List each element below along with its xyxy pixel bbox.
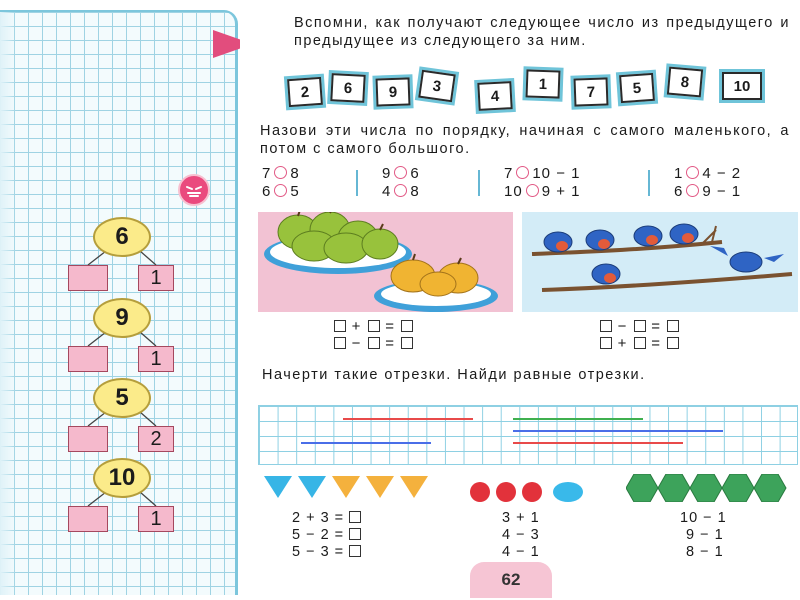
- segments-grid: [258, 405, 798, 465]
- answer-square[interactable]: [600, 320, 612, 332]
- tree-top-number: 10: [93, 458, 151, 498]
- cmp-right: 9 − 1: [702, 183, 742, 200]
- cmp-right: 8: [410, 183, 420, 200]
- cmp-right: 8: [290, 165, 300, 182]
- number-card: 9: [376, 77, 411, 106]
- number-card: 3: [418, 70, 456, 102]
- answer-square[interactable]: [667, 337, 679, 349]
- number-card: 7: [574, 77, 609, 106]
- exercise-text: 5 − 2 =: [292, 527, 345, 543]
- cmp-right: 4 − 2: [702, 165, 742, 182]
- cmp-right: 9 + 1: [541, 183, 581, 200]
- exercise-col2-item: 3 + 1: [502, 510, 540, 526]
- operator: =: [385, 335, 396, 352]
- cmp-left: 4: [382, 183, 392, 200]
- instruction-order-numbers: Назови эти числа по порядку, начиная с самого маленького, а потом с самого большого.: [260, 123, 790, 157]
- compare-circle[interactable]: [686, 166, 699, 179]
- exercise-col3-item: 10 − 1: [680, 510, 727, 526]
- empty-answer-box[interactable]: [68, 265, 108, 291]
- number-card: 1: [526, 69, 561, 98]
- segment-green: [513, 418, 643, 420]
- number-tree: [68, 298, 178, 378]
- compare-circle[interactable]: [526, 184, 539, 197]
- tree-top-number: 5: [93, 378, 151, 418]
- answer-square[interactable]: [401, 320, 413, 332]
- number-card: 4: [477, 81, 512, 111]
- number-card: 8: [667, 67, 703, 98]
- exercise-col2-item: 4 − 1: [502, 544, 540, 560]
- answer-square[interactable]: [634, 337, 646, 349]
- tree-right-number: 1: [138, 346, 174, 372]
- cmp-left: 6: [674, 183, 684, 200]
- divider: [478, 170, 480, 196]
- smiley-icon: [178, 174, 210, 206]
- answer-square[interactable]: [349, 545, 361, 557]
- exercise-col1-item: [292, 527, 361, 544]
- number-tree: [68, 458, 178, 538]
- comparison-row: [382, 165, 420, 182]
- number-tree: [68, 217, 178, 297]
- equation-template: [600, 318, 679, 335]
- compare-circle[interactable]: [274, 184, 287, 197]
- comparison-row: [382, 183, 420, 200]
- compare-circle[interactable]: [394, 166, 407, 179]
- answer-square[interactable]: [634, 320, 646, 332]
- answer-square[interactable]: [368, 337, 380, 349]
- exercise-col3-item: 8 − 1: [686, 544, 724, 560]
- number-card: 6: [330, 73, 365, 103]
- answer-square[interactable]: [334, 337, 346, 349]
- answer-square[interactable]: [349, 528, 361, 540]
- divider: [648, 170, 650, 196]
- operator: =: [651, 318, 662, 335]
- left-grid-panel: [0, 10, 238, 595]
- circles-group: [468, 482, 588, 507]
- operator: −: [617, 318, 628, 335]
- page-number: 62: [470, 562, 552, 598]
- textbook-page: [240, 0, 800, 600]
- answer-square[interactable]: [368, 320, 380, 332]
- pears-picture: [258, 212, 513, 312]
- instruction-draw-segments: Начерти такие отрезки. Найди равные отрезки.: [262, 367, 646, 383]
- answer-square[interactable]: [349, 511, 361, 523]
- triangles-group: [264, 476, 434, 505]
- comparison-row: [674, 165, 741, 182]
- cmp-left: 7: [262, 165, 272, 182]
- cmp-left: 6: [262, 183, 272, 200]
- segment-blue: [513, 430, 723, 432]
- exercise-col1-item: [292, 510, 361, 527]
- empty-answer-box[interactable]: [68, 426, 108, 452]
- compare-circle[interactable]: [274, 166, 287, 179]
- exercise-text: 2 + 3 =: [292, 510, 345, 526]
- equation-template: [600, 335, 679, 352]
- cmp-right: 10 − 1: [532, 165, 581, 182]
- empty-answer-box[interactable]: [68, 346, 108, 372]
- cmp-right: 6: [410, 165, 420, 182]
- segment-blue: [301, 442, 431, 444]
- comparison-row: [504, 165, 580, 182]
- comparison-row: [262, 165, 300, 182]
- comparison-row: [262, 183, 300, 200]
- segment-red: [343, 418, 473, 420]
- exercise-col2-item: 4 − 3: [502, 527, 540, 543]
- operator: −: [351, 335, 362, 352]
- compare-circle[interactable]: [686, 184, 699, 197]
- cmp-right: 5: [290, 183, 300, 200]
- segment-red: [513, 442, 683, 444]
- answer-square[interactable]: [401, 337, 413, 349]
- tree-right-number: 1: [138, 265, 174, 291]
- equation-template: [334, 318, 413, 335]
- empty-answer-box[interactable]: [68, 506, 108, 532]
- divider: [356, 170, 358, 196]
- equation-template: [334, 335, 413, 352]
- comparison-row: [504, 183, 580, 200]
- instruction-next-previous: Вспомни, как получают следующее число из предыдущего и предыдущее из следующего за ним.: [294, 15, 790, 49]
- tree-right-number: 2: [138, 426, 174, 452]
- operator: =: [651, 335, 662, 352]
- operator: +: [351, 318, 362, 335]
- number-card: 2: [287, 77, 323, 107]
- operator: +: [617, 335, 628, 352]
- answer-square[interactable]: [600, 337, 612, 349]
- answer-square[interactable]: [334, 320, 346, 332]
- number-tree: [68, 378, 178, 458]
- cmp-left: 9: [382, 165, 392, 182]
- comparison-row: [674, 183, 741, 200]
- compare-circle[interactable]: [516, 166, 529, 179]
- cmp-left: 10: [504, 183, 523, 200]
- answer-square[interactable]: [667, 320, 679, 332]
- compare-circle[interactable]: [394, 184, 407, 197]
- tree-right-number: 1: [138, 506, 174, 532]
- exercise-col3-item: 9 − 1: [686, 527, 724, 543]
- cmp-left: 1: [674, 165, 684, 182]
- exercise-text: 5 − 3 =: [292, 544, 345, 560]
- tree-top-number: 9: [93, 298, 151, 338]
- operator: =: [385, 318, 396, 335]
- cmp-left: 7: [504, 165, 514, 182]
- number-card: 10: [722, 72, 762, 100]
- tree-top-number: 6: [93, 217, 151, 257]
- exercise-col1-item: [292, 544, 361, 561]
- hexagons-group: [626, 474, 790, 507]
- number-card: 5: [619, 73, 655, 103]
- birds-picture: [522, 212, 798, 312]
